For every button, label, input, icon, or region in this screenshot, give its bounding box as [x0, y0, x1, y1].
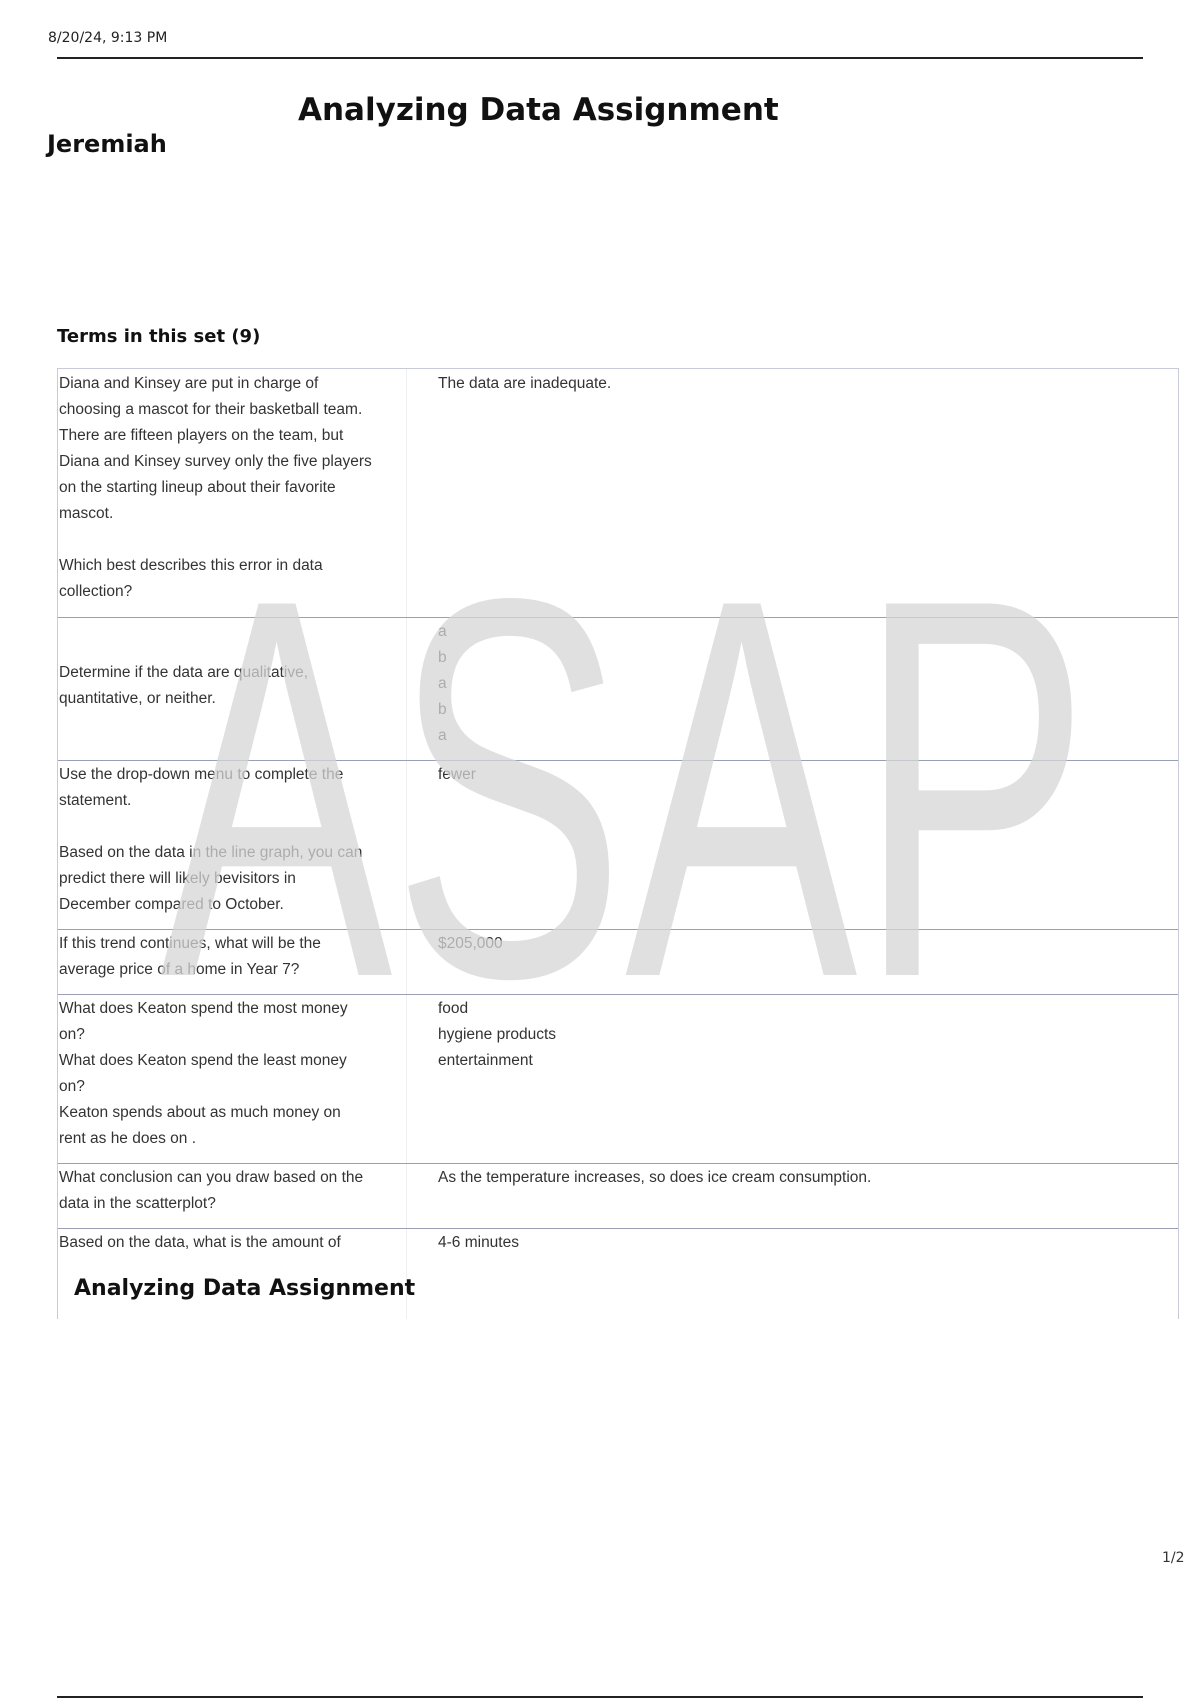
term-row	[58, 1228, 1178, 1319]
definition-text: fewer	[438, 766, 476, 783]
definition-text: The data are inadequate.	[438, 375, 612, 392]
terms-heading: Terms in this set (9)	[57, 326, 261, 347]
definition-text: a b a b a	[438, 623, 447, 744]
terms-table	[57, 368, 1179, 1319]
continuation-title: Analyzing Data Assignment	[74, 1276, 416, 1301]
definition-text: $205,000	[438, 935, 503, 952]
author-name: Jeremiah	[47, 130, 167, 158]
page-number: 1/2	[1162, 1550, 1185, 1566]
definition-text: 4-6 minutes	[438, 1234, 519, 1251]
document-title: Analyzing Data Assignment	[298, 92, 779, 128]
term-row	[58, 760, 1178, 930]
watermark-text: ASAP	[160, 520, 1090, 990]
term-text: What does Keaton spend the most money on? What does Keaton spend the least money on? Keaton spends about as much money on rent as he does on .	[59, 1000, 348, 1147]
term-text: Use the drop-down menu to complete the statement. Based on the data in the line graph, you can predict there will likely bevisitors in December compared to October.	[59, 766, 363, 913]
term-row	[58, 994, 1178, 1164]
term-row	[58, 617, 1178, 761]
term-text: Based on the data, what is the amount of	[59, 1234, 341, 1251]
term-row	[58, 929, 1178, 995]
top-divider	[57, 57, 1143, 59]
term-row	[58, 369, 1178, 618]
definition-text: As the temperature increases, so does ice cream consumption.	[438, 1169, 872, 1186]
term-text: If this trend continues, what will be the average price of a home in Year 7?	[59, 935, 321, 978]
definition-text: food hygiene products entertainment	[438, 1000, 557, 1069]
term-text: Diana and Kinsey are put in charge of choosing a mascot for their basketball team. There are fifteen players on the team, but Diana and Kinsey survey only the five players on the starting lineup about their favorite mascot. Which best describes this error in data collection?	[59, 375, 372, 600]
print-timestamp: 8/20/24, 9:13 PM	[48, 30, 168, 46]
term-text: Determine if the data are qualitative, quantitative, or neither.	[59, 664, 308, 707]
bottom-divider	[57, 1696, 1143, 1698]
term-row	[58, 1163, 1178, 1229]
term-text: What conclusion can you draw based on the data in the scatterplot?	[59, 1169, 364, 1212]
